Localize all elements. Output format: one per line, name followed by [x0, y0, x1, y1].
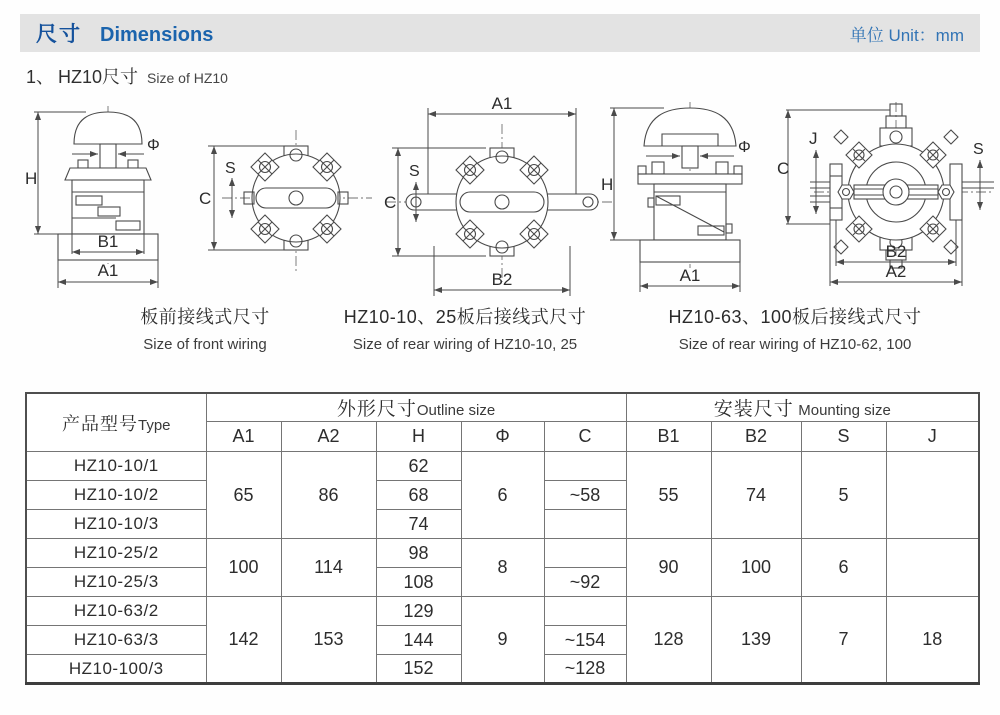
section-title-zh: HZ10尺寸: [58, 67, 139, 87]
cell-h: 74: [376, 510, 461, 539]
cell-model: HZ10-100/3: [26, 655, 206, 684]
cell-c: ~92: [544, 568, 626, 597]
column-header-b1: B1: [626, 422, 711, 452]
caption-front-wiring: [60, 303, 350, 353]
cell-j: [886, 539, 979, 597]
cell-b2: 139: [711, 597, 801, 684]
section-heading: [26, 63, 228, 89]
title-group: [36, 18, 213, 48]
outline-header-zh: 外形尺寸: [336, 399, 417, 420]
cell-a2: 86: [281, 452, 376, 539]
table-row: [26, 452, 979, 481]
cell-s: 7: [801, 597, 886, 684]
title-bar: [20, 14, 980, 52]
table-row: [26, 597, 979, 626]
cell-b1: 55: [626, 452, 711, 539]
front-wiring-face-view-drawing: [196, 120, 374, 282]
column-header-c: C: [544, 422, 626, 452]
caption-rear-wiring-63-100: [630, 303, 960, 353]
dim-label-a2: A2: [885, 262, 907, 281]
column-header-j: J: [886, 422, 979, 452]
rear-wiring-63-100-side-view-drawing: [600, 100, 782, 296]
cell-c: ~154: [544, 626, 626, 655]
cell-s: 5: [801, 452, 886, 539]
cell-b2: 74: [711, 452, 801, 539]
dim-label-b2: B2: [885, 242, 907, 261]
dim-label-s: S: [225, 160, 236, 177]
cell-phi: 9: [461, 597, 544, 684]
dim-label-b2: B2: [491, 270, 513, 289]
caption-front-wiring-en: Size of front wiring: [143, 336, 267, 353]
caption-rear-63-100-en: Size of rear wiring of HZ10-62, 100: [678, 336, 912, 353]
cell-j: 18: [886, 597, 979, 684]
cell-h: 152: [376, 655, 461, 684]
cell-c: [544, 597, 626, 626]
cell-c: ~128: [544, 655, 626, 684]
caption-rear-63-100-zh: HZ10-63、100板后接线式尺寸: [668, 307, 922, 327]
section-index: 1、: [26, 67, 55, 87]
cell-c: [544, 452, 626, 481]
page-title-zh: 尺寸: [36, 23, 82, 46]
group-header-outline-size: [206, 393, 626, 422]
dim-label-phi: Φ: [147, 137, 160, 154]
cell-h: 144: [376, 626, 461, 655]
dim-label-h: H: [25, 169, 38, 188]
cell-model: HZ10-63/2: [26, 597, 206, 626]
dim-label-a1: A1: [491, 96, 513, 113]
cell-h: 108: [376, 568, 461, 597]
column-header-type: [26, 393, 206, 452]
cell-h: 68: [376, 481, 461, 510]
cell-c: ~58: [544, 481, 626, 510]
section-title-en: Size of HZ10: [147, 70, 228, 86]
column-header-a1: A1: [206, 422, 281, 452]
column-header-phi: Φ: [461, 422, 544, 452]
dim-label-h: H: [601, 175, 614, 194]
cell-j: [886, 452, 979, 539]
cell-h: 62: [376, 452, 461, 481]
cell-b1: 128: [626, 597, 711, 684]
dim-label-a1: A1: [97, 261, 119, 280]
cell-model: HZ10-25/2: [26, 539, 206, 568]
cell-a2: 114: [281, 539, 376, 597]
dim-label-a1: A1: [679, 266, 701, 285]
cell-model: HZ10-10/2: [26, 481, 206, 510]
group-header-mounting-size: [626, 393, 979, 422]
column-header-a2: A2: [281, 422, 376, 452]
dim-label-c: C: [777, 159, 790, 178]
column-header-h: H: [376, 422, 461, 452]
cell-b1: 90: [626, 539, 711, 597]
dim-label-c: C: [199, 189, 212, 208]
cell-model: HZ10-10/1: [26, 452, 206, 481]
mounting-header-en: Mounting size: [798, 402, 891, 419]
rear-wiring-10-25-drawing: [382, 96, 617, 301]
cell-c: [544, 510, 626, 539]
dim-label-c: C: [384, 193, 397, 212]
cell-a1: 142: [206, 597, 281, 684]
dim-label-phi: Φ: [738, 139, 751, 156]
type-header-en: Type: [137, 416, 171, 434]
dimensions-table: [25, 392, 980, 685]
column-header-b2: B2: [711, 422, 801, 452]
caption-rear-10-25-zh: HZ10-10、25板后接线式尺寸: [343, 307, 587, 327]
cell-model: HZ10-63/3: [26, 626, 206, 655]
dim-label-s: S: [973, 141, 984, 158]
cell-phi: 8: [461, 539, 544, 597]
page-title-en: Dimensions: [100, 24, 214, 46]
cell-h: 129: [376, 597, 461, 626]
cell-model: HZ10-10/3: [26, 510, 206, 539]
dim-label-b1: B1: [97, 232, 119, 251]
caption-rear-10-25-en: Size of rear wiring of HZ10-10, 25: [352, 336, 578, 353]
cell-s: 6: [801, 539, 886, 597]
mounting-header-zh: 安装尺寸: [713, 399, 794, 420]
cell-model: HZ10-25/3: [26, 568, 206, 597]
cell-a1: 65: [206, 452, 281, 539]
dim-label-j: J: [809, 129, 818, 148]
cell-a1: 100: [206, 539, 281, 597]
front-wiring-side-view-drawing: [24, 104, 196, 296]
cell-a2: 153: [281, 597, 376, 684]
table-row: [26, 539, 979, 568]
caption-rear-wiring-10-25: [315, 303, 615, 353]
unit-label: 单位 Unit：mm: [849, 25, 964, 45]
dim-label-s: S: [409, 163, 420, 180]
column-header-s: S: [801, 422, 886, 452]
caption-front-wiring-zh: 板前接线式尺寸: [140, 307, 270, 327]
type-header-zh: 产品型号: [61, 413, 138, 434]
cell-h: 98: [376, 539, 461, 568]
rear-wiring-63-100-face-view-drawing: [776, 96, 996, 298]
cell-c: [544, 539, 626, 568]
cell-phi: 6: [461, 452, 544, 539]
outline-header-en: Outline size: [416, 402, 496, 419]
cell-b2: 100: [711, 539, 801, 597]
